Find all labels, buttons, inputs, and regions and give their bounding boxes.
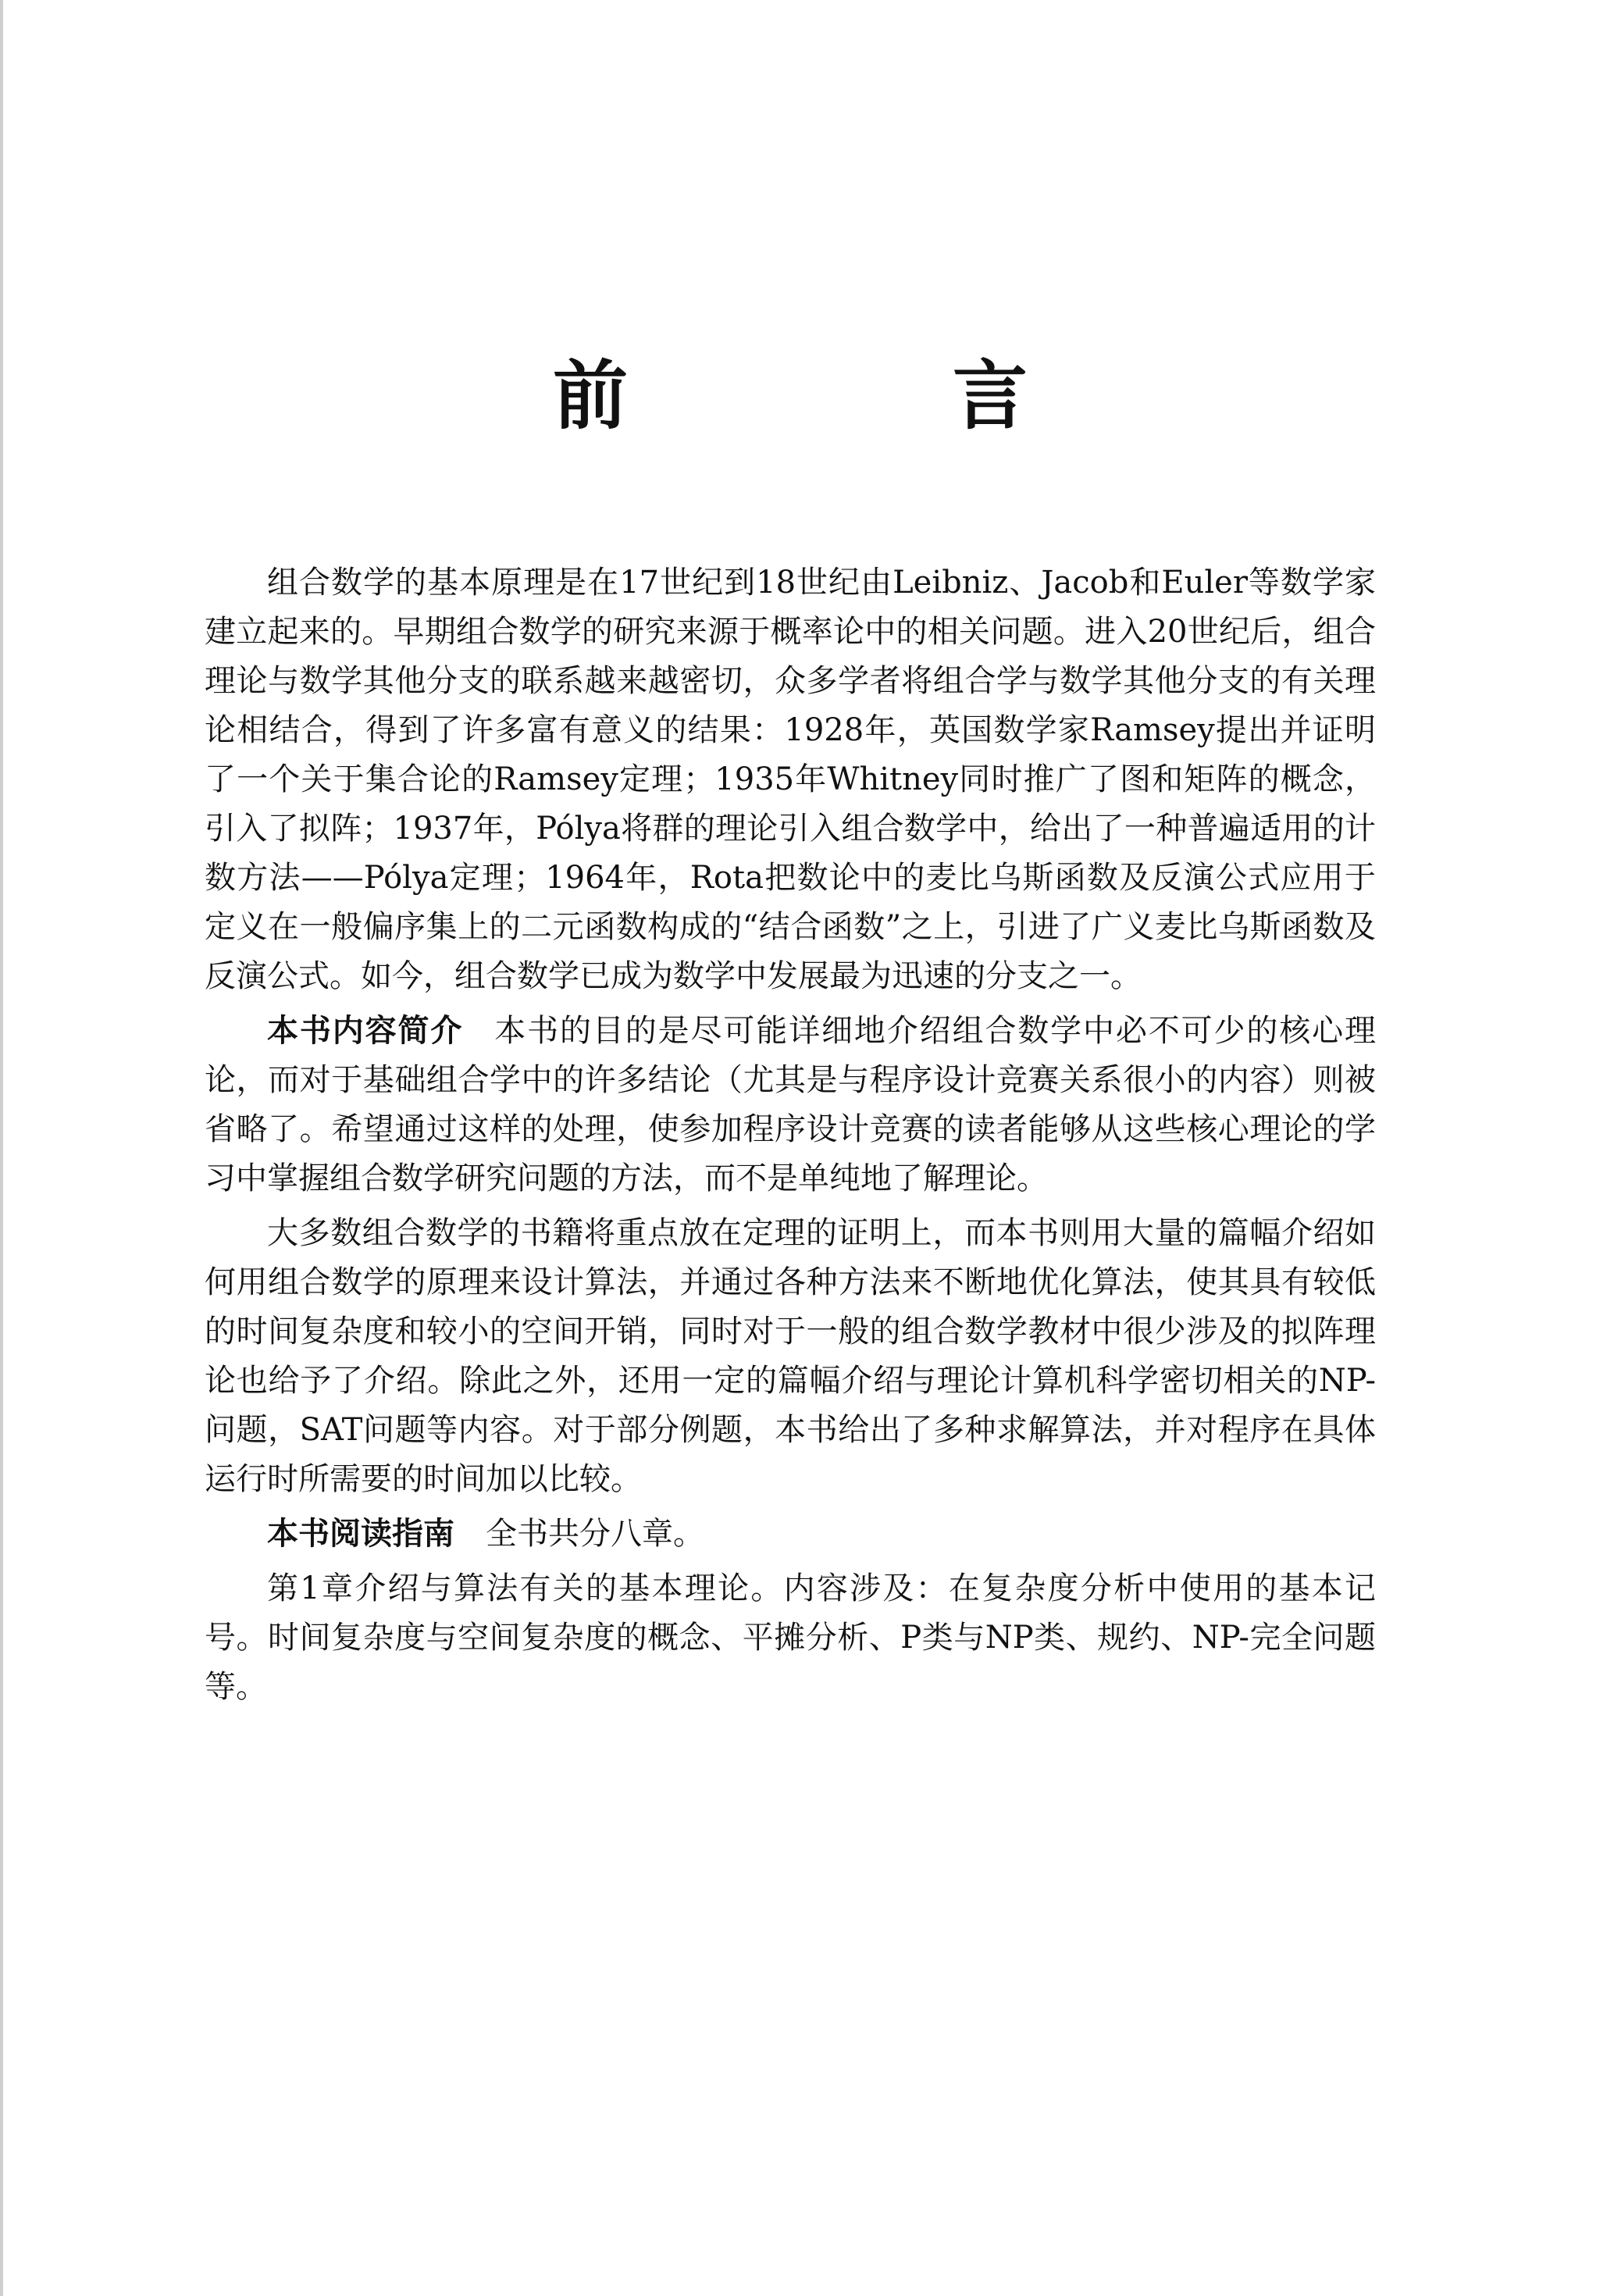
scan-edge: [0, 0, 3, 2296]
paragraph-history: [205, 558, 1376, 1001]
paragraph-lead: 本书阅读指南: [267, 1516, 454, 1553]
paragraph-text: 第1章介绍与算法有关的基本理论。内容涉及：在复杂度分析中使用的基本记号。时间复杂度与空间复杂度的概念、平摊分析、P类与NP类、规约、NP-完全问题等。: [205, 1570, 1376, 1706]
paragraph-text: 全书共分八章。: [486, 1516, 704, 1553]
paragraph-text: 组合数学的基本原理是在17世纪到18世纪由Leibniz、Jacob和Euler等数学家建立起来的。早期组合数学的研究来源于概率论中的相关问题。进入20世纪后，组合理论与数学其他分支的联系越来越密切，众多学者将组合学与数学其他分支的有关理论相结合，得到了许多富有意义的结果：1928年，英国数学家Ramsey提出并证明了一个关于集合论的Ramsey定理；1935年Whitney同时推广了图和矩阵的概念，引入了拟阵；1937年，Pólya将群的理论引入组合数学中，给出了一种普遍适用的计数方法——Pólya定理；1964年，Rota把数论中的麦比乌斯函数及反演公式应用于定义在一般偏序集上的二元函数构成的“结合函数”之上，引进了广义麦比乌斯函数及反演公式。如今，组合数学已成为数学中发展最为迅速的分支之一。: [205, 565, 1376, 995]
paragraph-lead: 本书内容简介: [267, 1013, 464, 1050]
paragraph-content-summary: [205, 1007, 1376, 1203]
paragraph-text: 大多数组合数学的书籍将重点放在定理的证明上，而本书则用大量的篇幅介绍如何用组合数学的原理来设计算法，并通过各种方法来不断地优化算法，使其具有较低的时间复杂度和较小的空间开销，同时对于一般的组合数学教材中很少涉及的拟阵理论也给予了介绍。除此之外，还用一定的篇幅介绍与理论计算机科学密切相关的NP-问题，SAT问题等内容。对于部分例题，本书给出了多种求解算法，并对程序在具体运行时所需要的时间加以比较。: [205, 1215, 1376, 1498]
paragraph-focus: [205, 1209, 1376, 1504]
paragraph-reading-guide: [205, 1510, 1376, 1559]
paragraph-chapter-1: [205, 1564, 1376, 1712]
page-title: 前 言: [553, 352, 1153, 440]
preface-page: [205, 351, 1376, 1717]
paragraph-text: 本书的目的是尽可能详细地介绍组合数学中必不可少的核心理论，而对于基础组合学中的许多结论（尤其是与程序设计竞赛关系很小的内容）则被省略了。希望通过这样的处理，使参加程序设计竞赛的读者能够从这些核心理论的学习中掌握组合数学研究问题的方法，而不是单纯地了解理论。: [205, 1013, 1376, 1197]
